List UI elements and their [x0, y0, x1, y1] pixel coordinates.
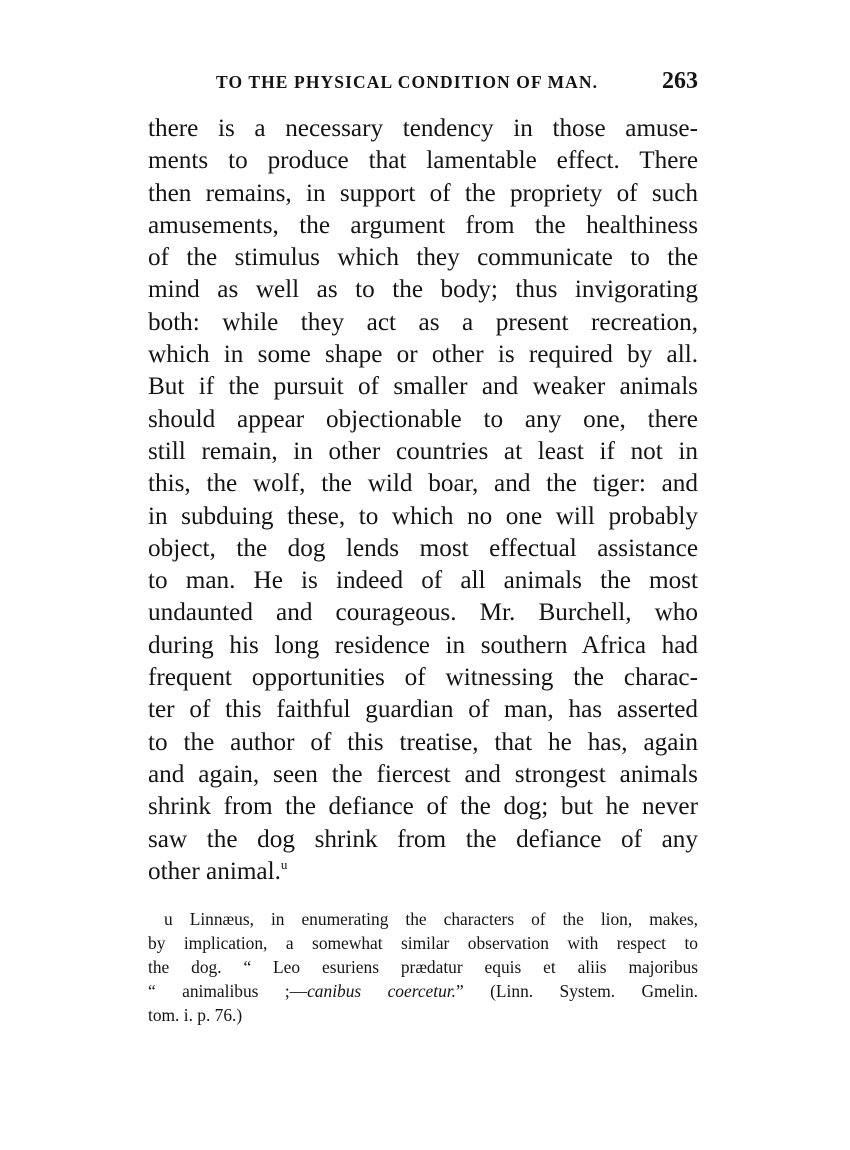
footnote-line: u Linnæus, in enumerating the characters of the lion, makes, — [164, 909, 698, 929]
page-number: 263 — [662, 68, 698, 94]
footnote-line — [148, 979, 698, 1003]
footnote-marker: u — [280, 856, 288, 872]
body-line: there is a necessary tendency in those amuse- — [148, 115, 698, 142]
body-line: to man. He is indeed of all animals the most — [148, 567, 698, 595]
body-text — [148, 113, 698, 888]
footnote-italic-quote: canibus coercetur. — [307, 981, 456, 1001]
footnote-line-part: “ animalibus ;— — [148, 981, 308, 1001]
body-line: then remains, in support of the propriety of such — [148, 179, 698, 207]
body-line: amusements, the argument from the healthiness — [148, 211, 698, 239]
body-line: to the author of this treatise, that he has, again — [148, 728, 698, 756]
body-line-text: other animal. — [148, 857, 281, 885]
footnote-line: the dog. “ Leo esuriens prædatur equis et aliis majoribus — [148, 957, 698, 977]
body-line: object, the dog lends most effectual assistance — [148, 534, 698, 562]
body-line: saw the dog shrink from the defiance of any — [148, 825, 698, 853]
body-line: should appear objectionable to any one, there — [148, 405, 698, 433]
body-line-last — [148, 856, 698, 888]
body-line: of the stimulus which they communicate to the — [148, 244, 698, 272]
running-title: TO THE PHYSICAL CONDITION OF MAN. — [216, 72, 599, 92]
body-line: undaunted and courageous. Mr. Burchell, who — [148, 599, 698, 627]
body-line: still remain, in other countries at least if not in — [148, 437, 698, 465]
body-line: which in some shape or other is required by all. — [148, 341, 698, 369]
footnote-line-part: ” (Linn. System. Gmelin. — [456, 981, 698, 1001]
body-line: shrink from the defiance of the dog; but he never — [148, 793, 698, 821]
body-line: ments to produce that lamentable effect. There — [148, 147, 698, 175]
running-head — [148, 68, 700, 98]
body-line: both: while they act as a present recreation, — [148, 308, 698, 336]
footnote — [148, 907, 698, 1027]
body-line: ter of this faithful guardian of man, has asserted — [148, 696, 698, 724]
body-line: and again, seen the fiercest and strongest animals — [148, 760, 698, 788]
body-line: frequent opportunities of witnessing the charac- — [148, 664, 698, 692]
body-line: in subduing these, to which no one will probably — [148, 502, 698, 530]
body-line: this, the wolf, the wild boar, and the tiger: and — [148, 470, 698, 498]
body-line: mind as well as to the body; thus invigorating — [148, 276, 698, 304]
body-line: during his long residence in southern Africa had — [148, 631, 698, 659]
footnote-line: by implication, a somewhat similar observation with respect to — [148, 933, 698, 953]
footnote-line: tom. i. p. 76.) — [148, 1005, 243, 1025]
body-line: But if the pursuit of smaller and weaker animals — [148, 373, 698, 401]
